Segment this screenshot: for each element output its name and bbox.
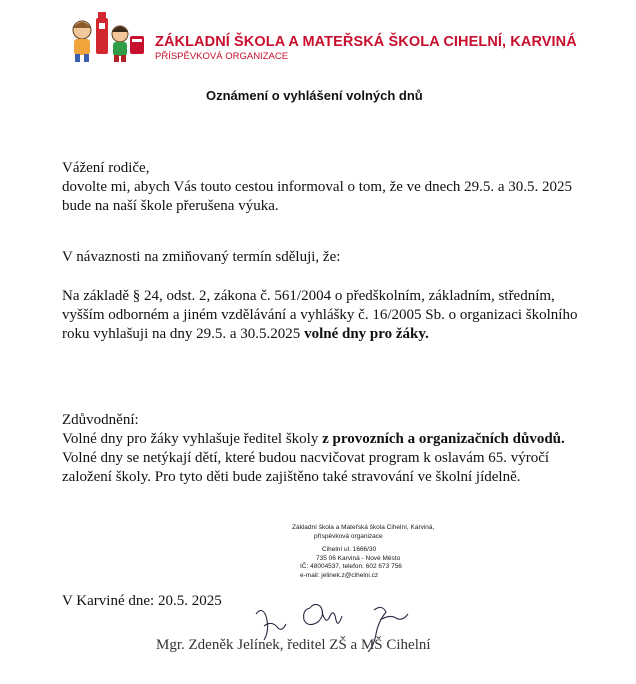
school-children-logo-icon	[62, 8, 150, 64]
reason-text-2: Volné dny se netýkají dětí, které budou nacvičovat program k oslavám 65. výročí založení školy. Pro tyto děti bude zajištěno také stravování ve školní jídelně.	[62, 450, 550, 485]
intro-paragraph: dovolte mi, abych Vás touto cestou informoval o tom, že ve dnech 29.5. a 30.5. 2025 bude na naší škole přerušena výuka.	[62, 179, 573, 214]
reason-bold: z provozních a organizačních důvodů.	[322, 431, 565, 447]
reason-heading: Zdůvodnění:	[62, 412, 139, 428]
stamp-line: 735 06 Karviná - Nové Město	[316, 554, 401, 562]
stamp-line: Základní škola a Mateřská škola Cihelní, Karviná,	[292, 524, 435, 531]
stamp-line: příspěvková organizace	[314, 532, 383, 540]
signature-line: Mgr. Zdeněk Jelínek, ředitel ZŠ a MŠ Cihelní	[156, 637, 431, 653]
law-bold: volné dny pro žáky.	[304, 326, 429, 342]
stamp-line: e-mail: jelinek.z@cihelni.cz	[300, 571, 379, 579]
school-type: PŘÍSPĚVKOVÁ ORGANIZACE	[155, 51, 289, 62]
school-stamp	[292, 524, 462, 581]
place-date: V Karviné dne: 20.5. 2025	[62, 593, 222, 609]
stamp-line: Cihelní ul. 1666/30	[322, 546, 377, 554]
law-paragraph	[62, 287, 582, 344]
page-title: Oznámení o vyhlášení volných dnů	[206, 88, 423, 103]
context-paragraph: V návaznosti na zmiňovaný termín sděluji, že:	[62, 249, 341, 265]
law-text: Na základě § 24, odst. 2, zákona č. 561/2004 o předškolním, základním, středním, vyšším odborném a jiném vzdělávání a vyhlášky č. 16/2005 Sb. o organizaci školního roku vyhlašuji na dny 29.5. a 30.5.2025	[62, 288, 578, 342]
reason-paragraph	[62, 430, 582, 487]
stamp-line: IČ: 48004537, telefon: 602 673 756	[300, 563, 402, 571]
school-name: ZÁKLADNÍ ŠKOLA A MATEŘSKÁ ŠKOLA CIHELNÍ, KARVINÁ	[155, 34, 577, 50]
salutation: Vážení rodiče,	[62, 160, 150, 176]
reason-text-1: Volné dny pro žáky vyhlašuje ředitel školy	[62, 431, 323, 447]
